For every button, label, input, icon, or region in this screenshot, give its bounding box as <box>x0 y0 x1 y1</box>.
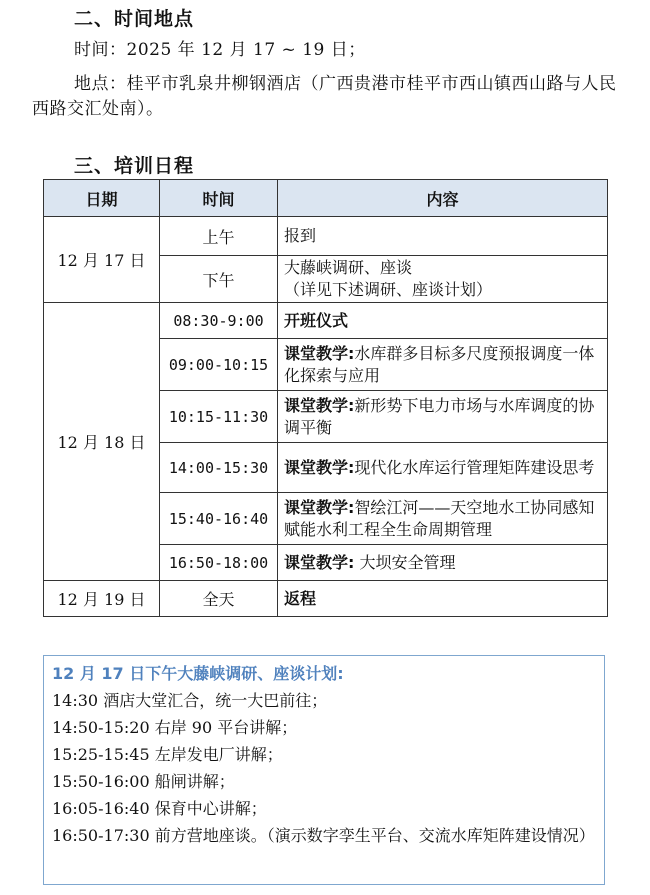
plan-item: 16:50-17:30 前方营地座谈。（演示数字孪生平台、交流水库矩阵建设情况） <box>52 826 595 845</box>
date-cell: 12 月 18 日 <box>44 303 160 581</box>
date-cell: 12 月 19 日 <box>44 581 160 617</box>
table-row <box>44 217 608 256</box>
table-header-row <box>44 180 608 217</box>
time-cell: 08:30-9:00 <box>160 303 278 339</box>
content-cell <box>278 545 608 581</box>
header-time: 时间 <box>160 180 278 217</box>
time-cell: 14:00-15:30 <box>160 443 278 493</box>
content-cell <box>278 339 608 391</box>
content-cell: 返程 <box>278 581 608 617</box>
table-row <box>44 581 608 617</box>
content-cell: 开班仪式 <box>278 303 608 339</box>
date-cell: 12 月 17 日 <box>44 217 160 303</box>
content-label: 课堂教学: <box>284 395 355 415</box>
content-cell: 大藤峡调研、座谈 （详见下述调研、座谈计划） <box>278 256 608 303</box>
content-cell <box>278 391 608 443</box>
content-text: 新形势下电力市场与水库调度的协调平衡 <box>284 395 595 437</box>
time-cell: 上午 <box>160 217 278 256</box>
header-date: 日期 <box>44 180 160 217</box>
plan-item: 14:50-15:20 右岸 90 平台讲解； <box>52 718 298 737</box>
plan-item: 14:30 酒店大堂汇合，统一大巴前往； <box>52 691 328 710</box>
content-label: 课堂教学: <box>284 457 355 477</box>
content-label: 课堂教学: <box>284 343 355 363</box>
section3-heading: 三、培训日程 <box>74 155 195 177</box>
header-content: 内容 <box>278 180 608 217</box>
schedule-table <box>43 179 608 617</box>
time-cell: 下午 <box>160 256 278 303</box>
content-label: 课堂教学: <box>284 497 355 517</box>
content-text: 大坝安全管理 <box>354 552 456 572</box>
time-cell: 16:50-18:00 <box>160 545 278 581</box>
time-cell: 09:00-10:15 <box>160 339 278 391</box>
time-cell: 15:40-16:40 <box>160 493 278 545</box>
content-cell <box>278 493 608 545</box>
content-cell: 报到 <box>278 217 608 256</box>
plan-title: 12 月 17 日下午大藤峡调研、座谈计划: <box>52 664 344 683</box>
time-line: 时间：2025 年 12 月 17 ~ 19 日； <box>74 40 366 60</box>
plan-item: 15:25-15:45 左岸发电厂讲解； <box>52 745 283 764</box>
content-text: 现代化水库运行管理矩阵建设思考 <box>354 457 595 477</box>
section2-heading: 二、时间地点 <box>74 8 195 30</box>
plan-item: 16:05-16:40 保育中心讲解； <box>52 799 267 818</box>
content-text: 智绘江河——天空地水工协同感知赋能水利工程全生命周期管理 <box>284 497 595 539</box>
plan-box <box>43 655 605 885</box>
time-cell: 全天 <box>160 581 278 617</box>
content-cell <box>278 443 608 493</box>
table-row <box>44 303 608 339</box>
content-text: 水库群多目标多尺度预报调度一体化探索与应用 <box>284 343 595 385</box>
content-label: 课堂教学: <box>284 552 355 572</box>
time-cell: 10:15-11:30 <box>160 391 278 443</box>
place-line: 地点：桂平市乳泉井柳钢酒店（广西贵港市桂平市西山镇西山路与人民西路交汇处南）。 <box>32 74 617 119</box>
plan-item: 15:50-16:00 船闸讲解； <box>52 772 235 791</box>
